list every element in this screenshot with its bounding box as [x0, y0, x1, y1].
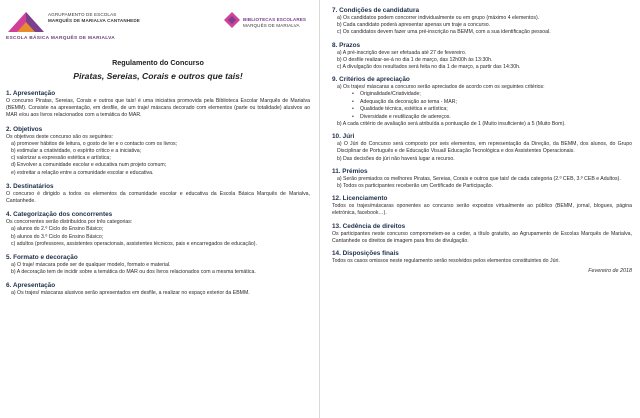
list-item: a) O Júri do Concurso será composto por seis elementos, em representação da Direção, da BEMM, dos alunos, do Grupo Disciplinar de Português e de Educação Visual/ Educação Tecnológica e dos Assistentes Operacionais. — [337, 141, 632, 155]
list-item: b) Das decisões do júri não haverá lugar a recurso. — [337, 155, 455, 162]
section-paragraph: Todos os trajes/máscaras oponentes ao concurso serão expostos virtualmente ao público (BEMM, jornal, blogues, página eletrónica, facebook…). — [332, 203, 632, 217]
right-sections — [332, 7, 632, 265]
section-title: 1. Apresentação — [6, 90, 56, 97]
list-item: a) Os trajes/ máscaras a concurso serão apreciados de acordo com os seguintes critérios: — [337, 84, 545, 91]
bullet-item: • Originalidade/Criatividade; — [332, 91, 632, 98]
list-item: c) Os candidatos devem fazer uma pré-inscrição na BEMM, com a sua identificação pessoal. — [337, 29, 551, 36]
bullet-item: • Diversidade e reutilização de adereços. — [332, 114, 632, 121]
document-subtitle: Piratas, Sereias, Corais e outros que tais! — [73, 71, 243, 81]
school-logo — [6, 10, 166, 50]
page-right — [320, 0, 640, 418]
section-title: 8. Prazos — [332, 41, 361, 49]
list-item: b) A decoração tem de incidir sobre a temática do MAR ou dos livros relacionados com a mesma temática. — [11, 269, 256, 276]
library-logo-mark-icon — [224, 12, 240, 30]
section-title: 5. Formato e decoração — [6, 254, 78, 262]
school-logo-line1: AGRUPAMENTO DE ESCOLAS — [48, 12, 117, 17]
list-item: b) alunos do 3.º Ciclo do Ensino Básico; — [11, 233, 104, 240]
list-item: a) promover hábitos de leitura, o gosto de ler e o contacto com os livros; — [11, 140, 178, 147]
section-title: 4. Categorização dos concorrentes — [6, 211, 113, 219]
list-item: a) Serão premiados os melhores Piratas, Sereias, Corais e outros que tais! de cada categoria (2.º CEB, 3.º CEB e Adultos). — [337, 175, 621, 182]
document-title: Regulamento do Concurso — [112, 58, 204, 67]
bullet-item: • Adequação da decoração ao tema - MAR; — [332, 99, 632, 106]
header-logos — [6, 6, 310, 50]
section-title: 14. Disposições finais — [332, 250, 399, 258]
section-paragraph: Os concorrentes serão distribuídos por três categorias: — [6, 219, 133, 226]
list-item: c) adultos (professores, assistentes operacionais, assistentes técnicos, pais e encarregados de educação). — [11, 240, 257, 247]
list-item: b) Cada candidato poderá apresentar apenas um traje a concurso. — [337, 22, 491, 29]
library-logo-line1: BIBLIOTECAS ESCOLARES — [243, 17, 307, 22]
list-item: b) A cada critério de avaliação será atribuída a pontuação de 1 (Muito insuficiente) a 5 (Muito Bom). — [337, 121, 566, 128]
list-item: a) alunos do 2.º Ciclo do Ensino Básico; — [11, 226, 104, 233]
list-item: e) estreitar a relação entre a comunidade escolar e educativa. — [11, 169, 154, 176]
section-title: 9. Critérios de apreciação — [332, 76, 410, 84]
section-title: 10. Júri — [332, 133, 355, 141]
section-paragraph: O concurso Piratas, Sereias, Corais e outros que tais! é uma iniciativa promovida pela Biblioteca Escolar Marquês de Marialva (BEMM). Consiste na apresentação, em desfile, de um traje/ máscara decorado com elementos (parte ou totalidade) alusivos ao MAR e/ou aos livros relacionados com a temática do MAR. — [6, 98, 310, 119]
section-title: 12. Licenciamento — [332, 195, 388, 203]
list-item: a) O traje/ máscara pode ser de qualquer modelo, formato e material. — [11, 262, 171, 269]
school-logo-line2: MARQUÊS DE MARIALVA CANTANHEDE — [48, 17, 140, 23]
section-paragraph: Os participantes neste concurso comprometem-se a ceder, a título gratuito, ao Agrupamento de Escolas Marquês de Marialva, Cantanhede os direitos de imagem para fins de divulgação. — [332, 230, 632, 244]
list-item: b) O desfile realizar-se-á no dia 1 de março, das 12h00h às 13:30h. — [337, 56, 493, 63]
school-logo-mark-icon — [6, 10, 46, 34]
bullet-item: • Qualidade técnica, estética e artística; — [332, 106, 632, 113]
section-title: 6. Apresentação — [6, 282, 56, 290]
section-title: 3. Destinatários — [6, 182, 54, 190]
section-paragraph: O concurso é dirigido a todos os elementos da comunidade escolar e educativa da Escola Básica Marquês de Marialva, Cantanhede. — [6, 190, 310, 205]
school-logo-line3: ESCOLA BÁSICA MARQUÊS DE MARIALVA — [6, 36, 116, 41]
section-title: 2. Objetivos — [6, 125, 43, 133]
list-item: a) A pré-inscrição deve ser efetuada até 27 de fevereiro. — [337, 49, 467, 56]
list-item: b) estimular a criatividade, o espírito crítico e a iniciativa; — [11, 148, 142, 155]
list-item: c) A divulgação dos resultados será feita no dia 1 de março, a partir das 14:30h. — [337, 64, 521, 71]
list-item: d) Envolver a comunidade escolar e educativa num projeto comum; — [11, 162, 167, 169]
library-logo — [224, 12, 314, 40]
section-paragraph: Todos os casos omissos neste regulamento serão resolvidos pelos elementos constituintes do Júri. — [332, 258, 560, 265]
section-title: 7. Condições de candidatura — [332, 7, 420, 14]
list-item: a) Os candidatos podem concorrer individualmente ou em grupo (máximo 4 elementos). — [337, 15, 540, 21]
left-sections — [6, 90, 310, 298]
document-date: Fevereiro de 2018 — [588, 268, 632, 275]
list-item: c) valorizar a expressão estética e artística; — [11, 155, 111, 162]
list-item: b) Todos os participantes receberão um Certificado de Participação. — [337, 183, 493, 190]
section-title: 13. Cedência de direitos — [332, 222, 406, 230]
library-logo-line2: MARQUÊS DE MARIALVA — [243, 22, 300, 28]
section-paragraph: Os objetivos deste concurso são os seguintes: — [6, 133, 113, 140]
section-title: 11. Prémios — [332, 167, 368, 175]
list-item: a) Os trajes/ máscaras alusivos serão apresentados em desfile, a realizar no espaço exterior da EBMM. — [11, 290, 250, 297]
